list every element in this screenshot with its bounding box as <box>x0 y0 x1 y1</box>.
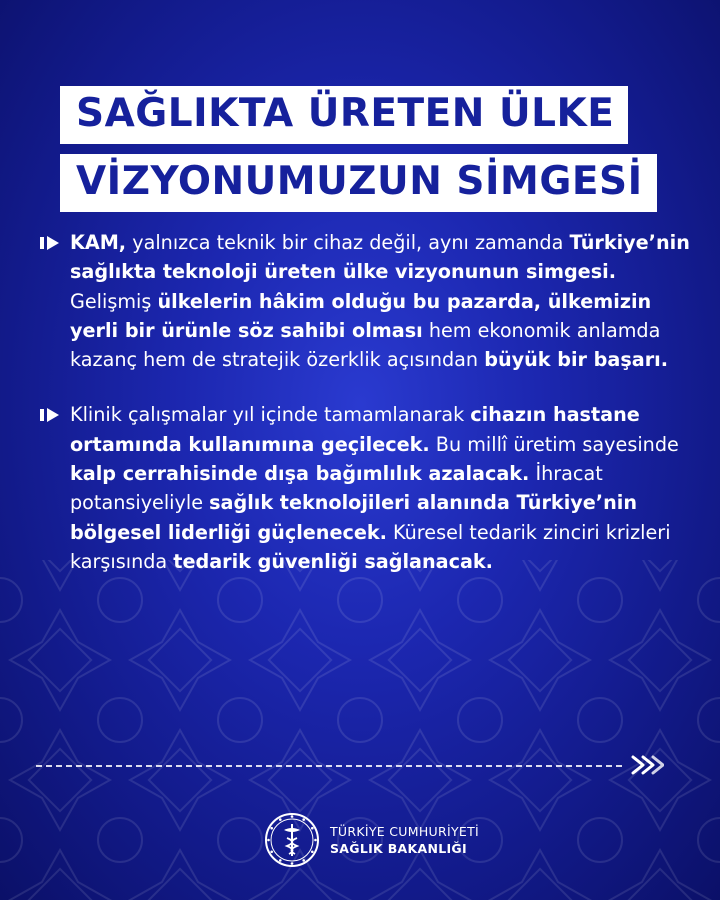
ministry-logo <box>264 812 479 868</box>
double-chevron-right-icon <box>630 754 664 776</box>
title <box>60 86 657 222</box>
bullet-text: Klinik çalışmalar yıl içinde tamamlanarak cihazın hastane ortamında kullanımına geçilecek. Bu millî üretim sayesinde kalp cerrahisinde dışa bağımlılık azalacak. İhracat potansiyeliyle sağlık teknolojileri alanında Türkiye’nin bölgesel liderliği güçlenecek. Küresel tedarik zinciri krizleri karşısında tedarik güvenliği sağlanacak. <box>70 403 679 573</box>
ministry-name <box>330 823 479 857</box>
bullet-text: KAM, yalnızca teknik bir cihaz değil, aynı zamanda Türkiye’nin sağlıkta teknoloji üreten ülke vizyonunun simgesi. Gelişmiş ülkelerin hâkim olduğu bu pazarda, ülkemizin yerli bir ürünle söz sahibi olması hem ekonomik anlamda kazanç hem de stratejik özerklik açısından büyük bir başarı. <box>70 231 690 372</box>
ministry-line-2: SAĞLIK BAKANLIĞI <box>330 841 467 856</box>
dashed-divider <box>36 765 622 767</box>
bullet-list <box>40 228 690 602</box>
bullet-item <box>40 228 690 374</box>
title-line-2: VİZYONUMUZUN SİMGESİ <box>60 154 657 212</box>
title-line-1: SAĞLIKTA ÜRETEN ÜLKE <box>60 86 628 144</box>
ministry-emblem-icon <box>264 812 320 868</box>
arrow-bullet-icon <box>40 407 62 423</box>
ministry-line-1: TÜRKİYE CUMHURİYETİ <box>330 824 479 839</box>
arrow-bullet-icon <box>40 235 62 251</box>
bullet-item <box>40 400 690 576</box>
